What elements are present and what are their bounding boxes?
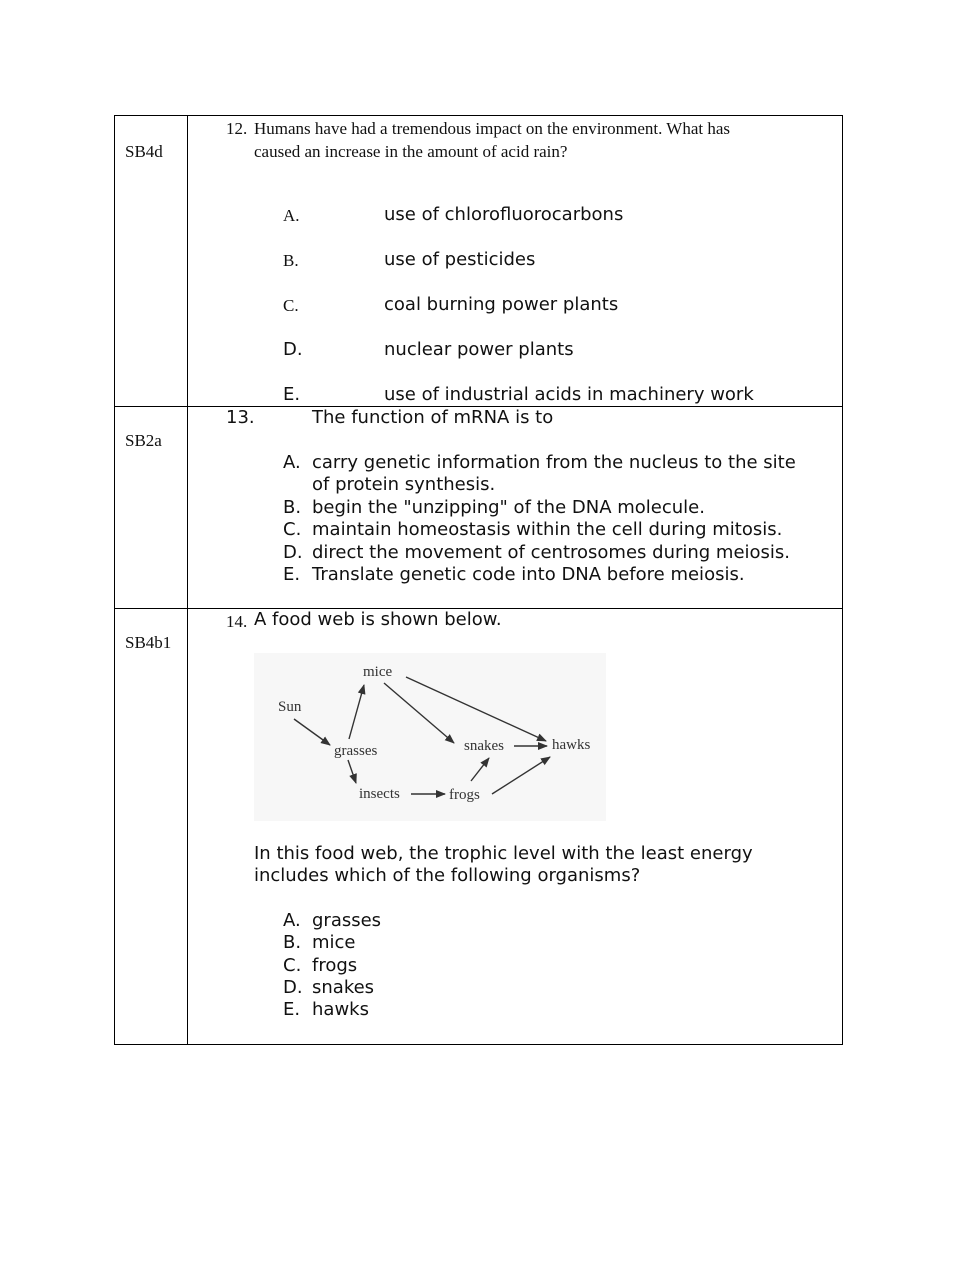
option-letter: B.	[283, 497, 302, 518]
option-text: maintain homeostasis within the cell during mitosis.	[312, 519, 783, 540]
option-text: carry genetic information from the nucleus to the site	[312, 452, 796, 473]
option-letter: D.	[283, 977, 303, 998]
option-letter: E.	[283, 564, 301, 585]
option-letter: A.	[283, 452, 301, 473]
option-letter: A.	[283, 910, 301, 931]
standard-cell	[115, 407, 188, 609]
question-stem-line-2: caused an increase in the amount of acid rain?	[254, 142, 568, 161]
organism-grasses: grasses	[334, 743, 378, 759]
option-letter: A.	[283, 206, 300, 225]
option-letter: E.	[283, 384, 301, 405]
option-letter: C.	[283, 296, 299, 315]
question-cell	[188, 116, 843, 407]
organism-snakes: snakes	[464, 738, 504, 754]
standard-code: SB4b1	[125, 633, 172, 652]
standard-cell	[115, 609, 188, 1045]
option-letter: C.	[283, 519, 302, 540]
organism-hawks: hawks	[552, 737, 591, 753]
organism-insects: insects	[359, 786, 400, 802]
question-prompt-line-2: includes which of the following organisms?	[254, 865, 641, 886]
option-text: snakes	[312, 977, 375, 998]
question-table	[114, 115, 843, 1045]
option-text: begin the "unzipping" of the DNA molecule.	[312, 497, 705, 518]
option-text: frogs	[312, 955, 358, 976]
organism-mice: mice	[363, 664, 393, 680]
option-text: coal burning power plants	[384, 294, 619, 315]
option-letter: D.	[283, 542, 303, 563]
option-letter: B.	[283, 251, 299, 270]
option-text: Translate genetic code into DNA before meiosis.	[312, 564, 745, 585]
option-text: direct the movement of centrosomes during meiosis.	[312, 542, 791, 563]
question-prompt-line-1: In this food web, the trophic level with the least energy	[254, 843, 753, 864]
question-stem: The function of mRNA is to	[312, 407, 554, 428]
organism-sun: Sun	[278, 699, 302, 715]
question-cell	[188, 609, 843, 1045]
option-letter: D.	[283, 339, 303, 360]
option-text: nuclear power plants	[384, 339, 574, 360]
question-number: 12.	[226, 119, 248, 138]
question-row	[115, 609, 843, 1045]
question-stem: A food web is shown below.	[254, 609, 502, 630]
option-text: mice	[312, 932, 356, 953]
question-number: 14.	[226, 612, 248, 631]
standard-code: SB2a	[125, 431, 162, 450]
question-number: 13.	[226, 407, 255, 428]
question-stem-line-1: Humans have had a tremendous impact on the environment. What has	[254, 119, 731, 138]
option-text-continued: of protein synthesis.	[312, 474, 496, 495]
standard-code: SB4d	[125, 142, 163, 161]
question-row	[115, 116, 843, 407]
option-text: use of pesticides	[384, 249, 536, 270]
option-letter: C.	[283, 955, 302, 976]
option-letter: B.	[283, 932, 302, 953]
question-row	[115, 407, 843, 609]
organism-frogs: frogs	[449, 787, 480, 803]
option-letter: E.	[283, 999, 301, 1020]
food-web-diagram	[254, 653, 606, 821]
question-cell	[188, 407, 843, 609]
option-text: grasses	[312, 910, 382, 931]
option-text: use of chlorofluorocarbons	[384, 204, 624, 225]
standard-cell	[115, 116, 188, 407]
option-text: use of industrial acids in machinery work	[384, 384, 754, 405]
option-text: hawks	[312, 999, 369, 1020]
